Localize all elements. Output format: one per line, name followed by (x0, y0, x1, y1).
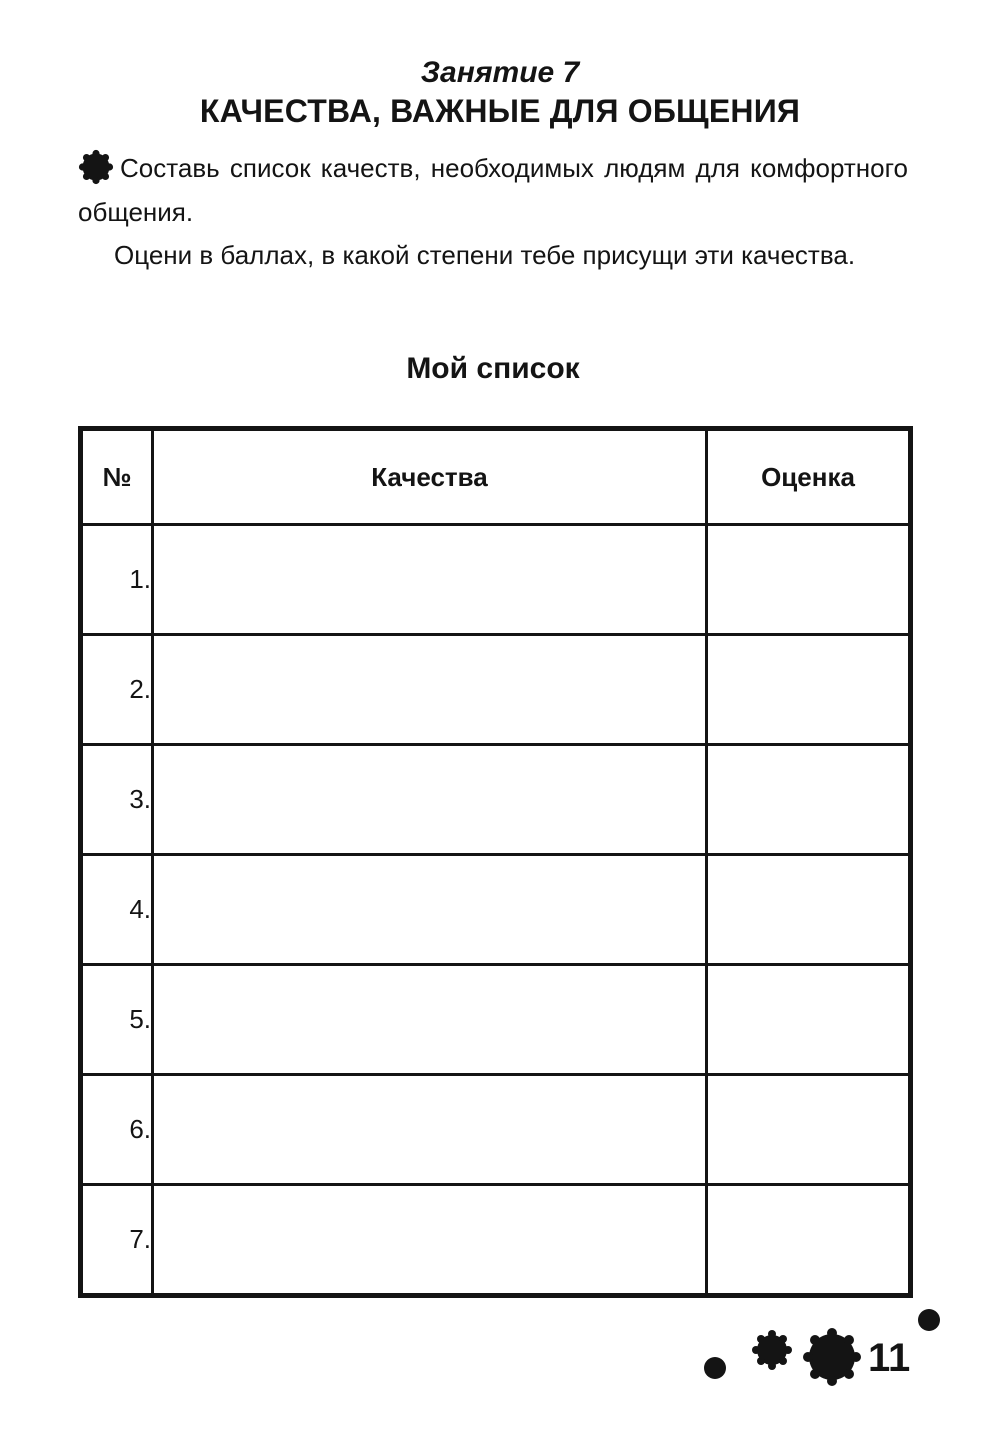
column-header-score: Оценка (707, 429, 911, 525)
score-cell[interactable] (707, 1075, 911, 1185)
score-cell[interactable] (707, 965, 911, 1075)
lesson-number: Занятие 7 (420, 56, 580, 89)
table-row (81, 1075, 911, 1185)
page-title: КАЧЕСТВА, ВАЖНЫЕ ДЛЯ ОБЩЕНИЯ (199, 93, 801, 129)
score-cell[interactable] (707, 525, 911, 635)
row-number: 4. (81, 855, 153, 965)
score-cell[interactable] (707, 1185, 911, 1296)
score-cell[interactable] (707, 635, 911, 745)
quality-cell[interactable] (153, 745, 707, 855)
score-cell[interactable] (707, 745, 911, 855)
row-number: 3. (81, 745, 153, 855)
quality-cell[interactable] (153, 855, 707, 965)
flower-dots-icon (690, 1300, 950, 1400)
quality-cell[interactable] (153, 1075, 707, 1185)
row-number: 7. (81, 1185, 153, 1296)
instruction-text-2: Оцени в баллах, в какой степени тебе присущи эти качества. (114, 240, 856, 270)
row-number: 1. (81, 525, 153, 635)
instruction-paragraph-1 (78, 146, 908, 234)
instruction-text-1: Составь список качеств, необходимых людям для комфортного общения. (78, 153, 908, 227)
row-number: 5. (81, 965, 153, 1075)
qualities-table (78, 426, 913, 1298)
column-header-qualities: Качества (153, 429, 707, 525)
table-row (81, 525, 911, 635)
quality-cell[interactable] (153, 635, 707, 745)
table-row (81, 965, 911, 1075)
row-number: 2. (81, 635, 153, 745)
list-title: Мой список (406, 352, 580, 385)
table-row (81, 855, 911, 965)
column-header-number: № (81, 429, 153, 525)
page-number: 11 (868, 1336, 911, 1380)
table-header-row (81, 429, 911, 525)
quality-cell[interactable] (153, 525, 707, 635)
flower-bullet-icon (78, 149, 114, 185)
quality-cell[interactable] (153, 965, 707, 1075)
row-number: 6. (81, 1075, 153, 1185)
score-cell[interactable] (707, 855, 911, 965)
table-row (81, 745, 911, 855)
instruction-paragraph-2 (78, 233, 908, 277)
table-row (81, 1185, 911, 1296)
table-row (81, 635, 911, 745)
quality-cell[interactable] (153, 1185, 707, 1296)
